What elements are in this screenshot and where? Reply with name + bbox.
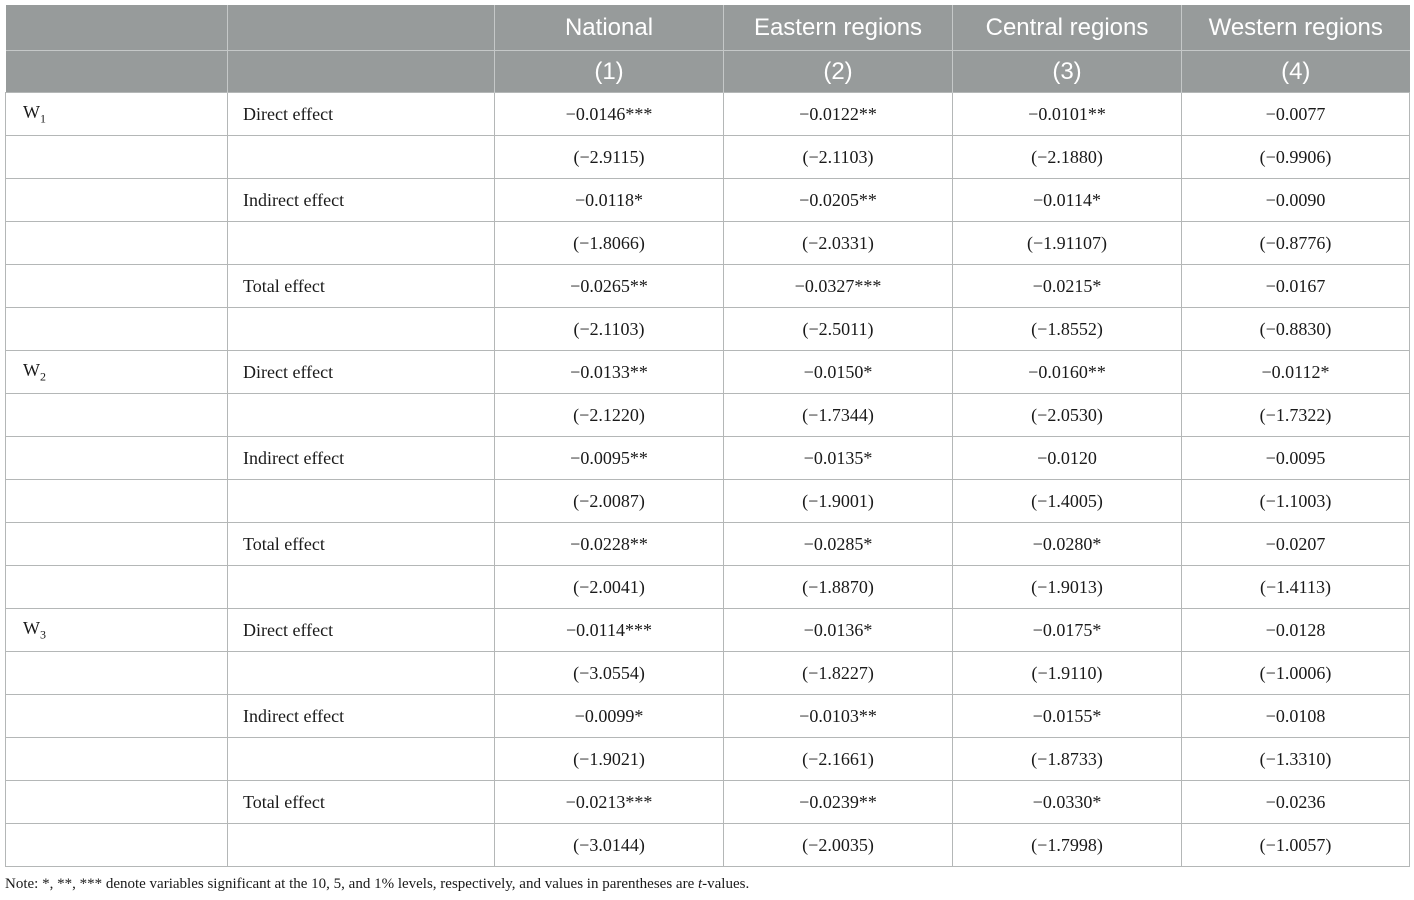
coefficient-cell: −0.0103** bbox=[724, 695, 953, 738]
effect-label-cell: Indirect effect bbox=[228, 437, 495, 480]
header-blank-1 bbox=[6, 5, 228, 51]
t-value-cell: (−0.8830) bbox=[1182, 308, 1410, 351]
t-value-cell: (−1.9013) bbox=[953, 566, 1182, 609]
group-label: W bbox=[23, 359, 40, 380]
effect-label-cell: Direct effect bbox=[228, 93, 495, 136]
coefficient-cell: −0.0133** bbox=[495, 351, 724, 394]
t-value-cell: (−2.1103) bbox=[724, 136, 953, 179]
t-value-cell: (−1.0006) bbox=[1182, 652, 1410, 695]
effect-label-cell bbox=[228, 394, 495, 437]
t-value-cell: (−2.0530) bbox=[953, 394, 1182, 437]
table-row bbox=[6, 824, 1410, 867]
group-label-cell bbox=[6, 609, 228, 652]
table-row bbox=[6, 351, 1410, 394]
coefficient-cell: −0.0095** bbox=[495, 437, 724, 480]
t-value-cell: (−2.1880) bbox=[953, 136, 1182, 179]
header-blank-2 bbox=[228, 5, 495, 51]
coefficient-cell: −0.0280* bbox=[953, 523, 1182, 566]
coefficient-cell: −0.0327*** bbox=[724, 265, 953, 308]
t-value-cell: (−0.9906) bbox=[1182, 136, 1410, 179]
t-value-cell: (−3.0554) bbox=[495, 652, 724, 695]
group-label-cell bbox=[6, 523, 228, 566]
note-suffix: -values. bbox=[702, 876, 750, 892]
t-value-cell: (−2.5011) bbox=[724, 308, 953, 351]
coefficient-cell: −0.0228** bbox=[495, 523, 724, 566]
coefficient-cell: −0.0285* bbox=[724, 523, 953, 566]
t-value-cell: (−2.1220) bbox=[495, 394, 724, 437]
table-header bbox=[6, 5, 1410, 93]
t-value-cell: (−1.7322) bbox=[1182, 394, 1410, 437]
table-row bbox=[6, 265, 1410, 308]
t-value-cell: (−1.3310) bbox=[1182, 738, 1410, 781]
coefficient-cell: −0.0236 bbox=[1182, 781, 1410, 824]
coefficient-cell: −0.0099* bbox=[495, 695, 724, 738]
t-value-cell: (−2.0041) bbox=[495, 566, 724, 609]
table-row bbox=[6, 308, 1410, 351]
t-value-cell: (−1.0057) bbox=[1182, 824, 1410, 867]
coefficient-cell: −0.0095 bbox=[1182, 437, 1410, 480]
coefficient-cell: −0.0136* bbox=[724, 609, 953, 652]
coefficient-cell: −0.0155* bbox=[953, 695, 1182, 738]
coefficient-cell: −0.0167 bbox=[1182, 265, 1410, 308]
spatial-effects-table bbox=[5, 5, 1410, 867]
header-central: Central regions bbox=[953, 5, 1182, 51]
header-national: National bbox=[495, 5, 724, 51]
coefficient-cell: −0.0207 bbox=[1182, 523, 1410, 566]
coefficient-cell: −0.0108 bbox=[1182, 695, 1410, 738]
header-num-2: (2) bbox=[724, 51, 953, 93]
t-value-cell: (−1.8227) bbox=[724, 652, 953, 695]
t-value-cell: (−1.9001) bbox=[724, 480, 953, 523]
table-row bbox=[6, 695, 1410, 738]
results-table-container bbox=[5, 5, 1409, 867]
table-row bbox=[6, 179, 1410, 222]
table-row bbox=[6, 781, 1410, 824]
effect-label-cell bbox=[228, 738, 495, 781]
group-label: W bbox=[23, 617, 40, 638]
t-value-cell: (−3.0144) bbox=[495, 824, 724, 867]
table-row bbox=[6, 566, 1410, 609]
table-row bbox=[6, 609, 1410, 652]
group-label-cell bbox=[6, 781, 228, 824]
coefficient-cell: −0.0146*** bbox=[495, 93, 724, 136]
t-value-cell: (−2.0035) bbox=[724, 824, 953, 867]
t-value-cell: (−1.4005) bbox=[953, 480, 1182, 523]
coefficient-cell: −0.0135* bbox=[724, 437, 953, 480]
t-value-cell: (−2.9115) bbox=[495, 136, 724, 179]
t-value-cell: (−1.4113) bbox=[1182, 566, 1410, 609]
group-label-cell bbox=[6, 824, 228, 867]
coefficient-cell: −0.0118* bbox=[495, 179, 724, 222]
table-note bbox=[5, 876, 749, 893]
coefficient-cell: −0.0160** bbox=[953, 351, 1182, 394]
effect-label-cell: Indirect effect bbox=[228, 695, 495, 738]
effect-label-cell bbox=[228, 480, 495, 523]
header-num-4: (4) bbox=[1182, 51, 1410, 93]
t-value-cell: (−1.9021) bbox=[495, 738, 724, 781]
effect-label-cell: Total effect bbox=[228, 523, 495, 566]
group-label-cell bbox=[6, 136, 228, 179]
coefficient-cell: −0.0112* bbox=[1182, 351, 1410, 394]
t-value-cell: (−1.8066) bbox=[495, 222, 724, 265]
coefficient-cell: −0.0265** bbox=[495, 265, 724, 308]
group-label-cell bbox=[6, 738, 228, 781]
coefficient-cell: −0.0122** bbox=[724, 93, 953, 136]
t-value-cell: (−2.1103) bbox=[495, 308, 724, 351]
coefficient-cell: −0.0150* bbox=[724, 351, 953, 394]
t-value-cell: (−1.91107) bbox=[953, 222, 1182, 265]
group-label-cell bbox=[6, 93, 228, 136]
group-label-cell bbox=[6, 652, 228, 695]
coefficient-cell: −0.0077 bbox=[1182, 93, 1410, 136]
group-label-cell bbox=[6, 265, 228, 308]
header-num-1: (1) bbox=[495, 51, 724, 93]
group-label-cell bbox=[6, 351, 228, 394]
table-row bbox=[6, 222, 1410, 265]
note-prefix: Note: *, **, *** denote variables significant at the 10, 5, and 1% levels, respectively, and values in parentheses are bbox=[5, 876, 698, 892]
header-row-numbers bbox=[6, 51, 1410, 93]
effect-label-cell: Total effect bbox=[228, 781, 495, 824]
table-body bbox=[6, 93, 1410, 867]
group-label-subscript: 2 bbox=[40, 369, 46, 384]
t-value-cell: (−2.0087) bbox=[495, 480, 724, 523]
table-row bbox=[6, 523, 1410, 566]
group-label-cell bbox=[6, 179, 228, 222]
t-value-cell: (−1.8733) bbox=[953, 738, 1182, 781]
header-blank-3 bbox=[6, 51, 228, 93]
t-value-cell: (−1.1003) bbox=[1182, 480, 1410, 523]
effect-label-cell: Total effect bbox=[228, 265, 495, 308]
header-blank-4 bbox=[228, 51, 495, 93]
group-label-cell bbox=[6, 566, 228, 609]
coefficient-cell: −0.0101** bbox=[953, 93, 1182, 136]
effect-label-cell bbox=[228, 136, 495, 179]
coefficient-cell: −0.0330* bbox=[953, 781, 1182, 824]
coefficient-cell: −0.0205** bbox=[724, 179, 953, 222]
effect-label-cell: Direct effect bbox=[228, 609, 495, 652]
coefficient-cell: −0.0114*** bbox=[495, 609, 724, 652]
coefficient-cell: −0.0213*** bbox=[495, 781, 724, 824]
table-row bbox=[6, 652, 1410, 695]
effect-label-cell bbox=[228, 308, 495, 351]
group-label-cell bbox=[6, 222, 228, 265]
table-row bbox=[6, 480, 1410, 523]
table-row bbox=[6, 136, 1410, 179]
coefficient-cell: −0.0175* bbox=[953, 609, 1182, 652]
effect-label-cell bbox=[228, 824, 495, 867]
effect-label-cell bbox=[228, 652, 495, 695]
t-value-cell: (−0.8776) bbox=[1182, 222, 1410, 265]
effect-label-cell: Direct effect bbox=[228, 351, 495, 394]
group-label-subscript: 3 bbox=[40, 627, 46, 642]
coefficient-cell: −0.0239** bbox=[724, 781, 953, 824]
note-italic: t bbox=[697, 876, 703, 892]
effect-label-cell bbox=[228, 222, 495, 265]
t-value-cell: (−1.8552) bbox=[953, 308, 1182, 351]
table-row bbox=[6, 93, 1410, 136]
effect-label-cell: Indirect effect bbox=[228, 179, 495, 222]
table-row bbox=[6, 738, 1410, 781]
group-label-cell bbox=[6, 308, 228, 351]
group-label-cell bbox=[6, 480, 228, 523]
t-value-cell: (−1.7998) bbox=[953, 824, 1182, 867]
coefficient-cell: −0.0120 bbox=[953, 437, 1182, 480]
effect-label-cell bbox=[228, 566, 495, 609]
t-value-cell: (−1.9110) bbox=[953, 652, 1182, 695]
table-row bbox=[6, 394, 1410, 437]
coefficient-cell: −0.0090 bbox=[1182, 179, 1410, 222]
t-value-cell: (−1.7344) bbox=[724, 394, 953, 437]
t-value-cell: (−2.0331) bbox=[724, 222, 953, 265]
group-label: W bbox=[23, 101, 40, 122]
group-label-cell bbox=[6, 437, 228, 480]
header-eastern: Eastern regions bbox=[724, 5, 953, 51]
coefficient-cell: −0.0215* bbox=[953, 265, 1182, 308]
header-num-3: (3) bbox=[953, 51, 1182, 93]
coefficient-cell: −0.0128 bbox=[1182, 609, 1410, 652]
t-value-cell: (−1.8870) bbox=[724, 566, 953, 609]
group-label-cell bbox=[6, 394, 228, 437]
group-label-subscript: 1 bbox=[40, 111, 46, 126]
table-row bbox=[6, 437, 1410, 480]
group-label-cell bbox=[6, 695, 228, 738]
t-value-cell: (−2.1661) bbox=[724, 738, 953, 781]
header-row-names bbox=[6, 5, 1410, 51]
header-western: Western regions bbox=[1182, 5, 1410, 51]
coefficient-cell: −0.0114* bbox=[953, 179, 1182, 222]
